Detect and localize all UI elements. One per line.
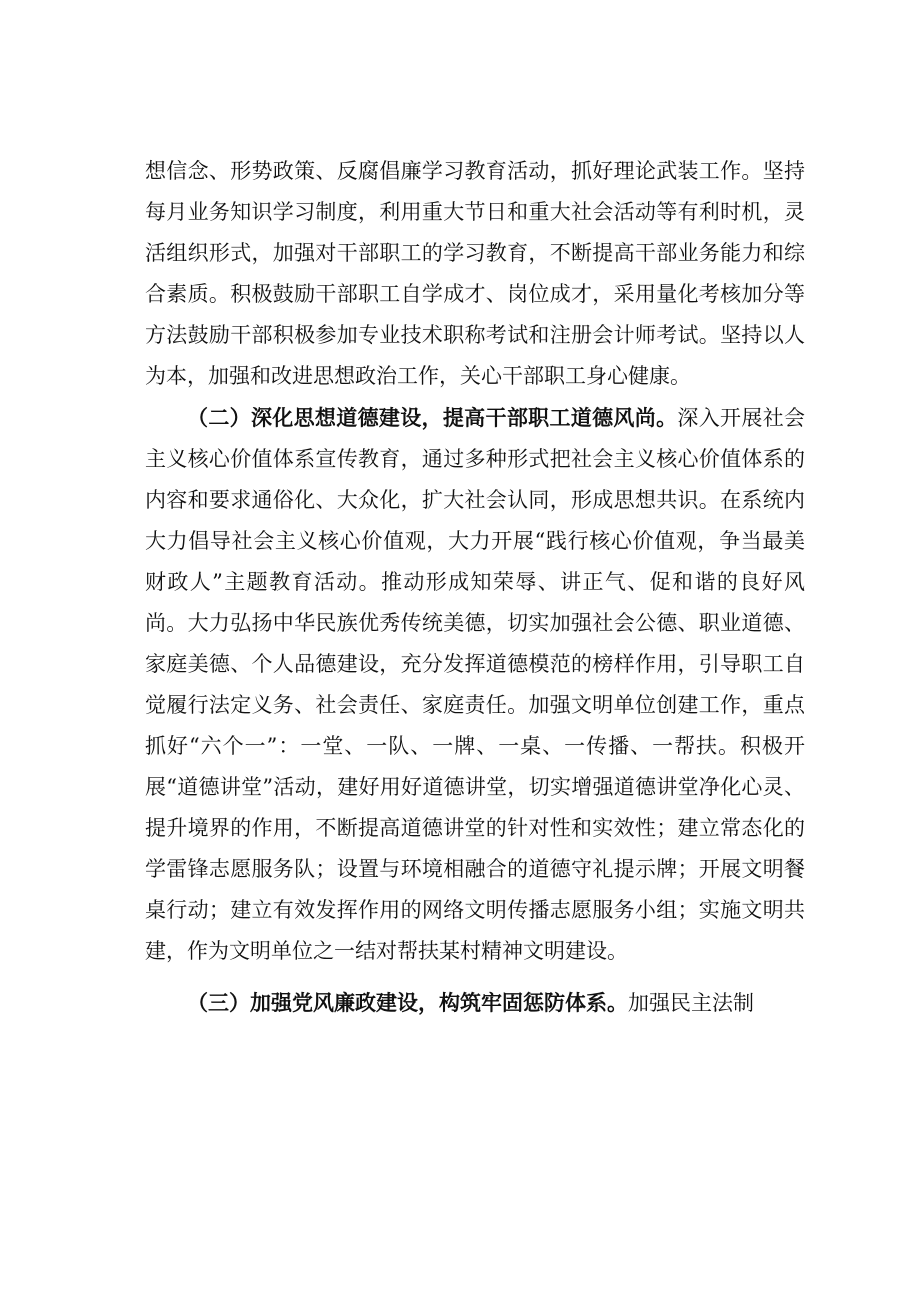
- section-heading-moral: （二）深化思想道德建设，提高干部职工道德风尚。: [187, 405, 678, 430]
- paragraph-study-education: 想信念、形势政策、反腐倡廉学习教育活动，抓好理论武装工作。坚持每月业务知识学习制度，利用重大节日和重大社会活动等有利时机，灵活组织形式，加强对干部职工的学习教育，不断提高干部业务能力和综合素质。积极鼓励干部职工自学成才、岗位成才，采用量化考核加分等方法鼓励干部积极参加专业技术职称考试和注册会计师考试。坚持以人为本，加强和改进思想政治工作，关心干部职工身心健康。: [145, 159, 805, 388]
- paragraph-moral-construction: [145, 397, 805, 972]
- section-body-integrity: 加强民主法制: [628, 991, 754, 1015]
- paragraph-integrity-construction: [145, 982, 805, 1024]
- document-body: [145, 151, 805, 1024]
- section-heading-integrity: （三）加强党风廉政建设，构筑牢固惩防体系。: [187, 990, 628, 1015]
- section-body-moral: 深入开展社会主义核心价值体系宣传教育，通过多种形式把社会主义核心价值体系的内容和要求通俗化、大众化，扩大社会认同，形成思想共识。在系统内大力倡导社会主义核心价值观，大力开展“践行核心价值观，争当最美财政人”主题教育活动。推动形成知荣辱、讲正气、促和谐的良好风尚。大力弘扬中华民族优秀传统美德，切实加强社会公德、职业道德、家庭美德、个人品德建设，充分发挥道德模范的榜样作用，引导职工自觉履行法定义务、社会责任、家庭责任。加强文明单位创建工作，重点抓好“六个一”：一堂、一队、一牌、一桌、一传播、一帮扶。积极开展“道德讲堂”活动，建好用好道德讲堂，切实增强道德讲堂净化心灵、提升境界的作用，不断提高道德讲堂的针对性和实效性；建立常态化的学雷锋志愿服务队；设置与环境相融合的道德守礼提示牌；开展文明餐桌行动；建立有效发挥作用的网络文明传播志愿服务小组；实施文明共建，作为文明单位之一结对帮扶某村精神文明建设。: [145, 406, 806, 963]
